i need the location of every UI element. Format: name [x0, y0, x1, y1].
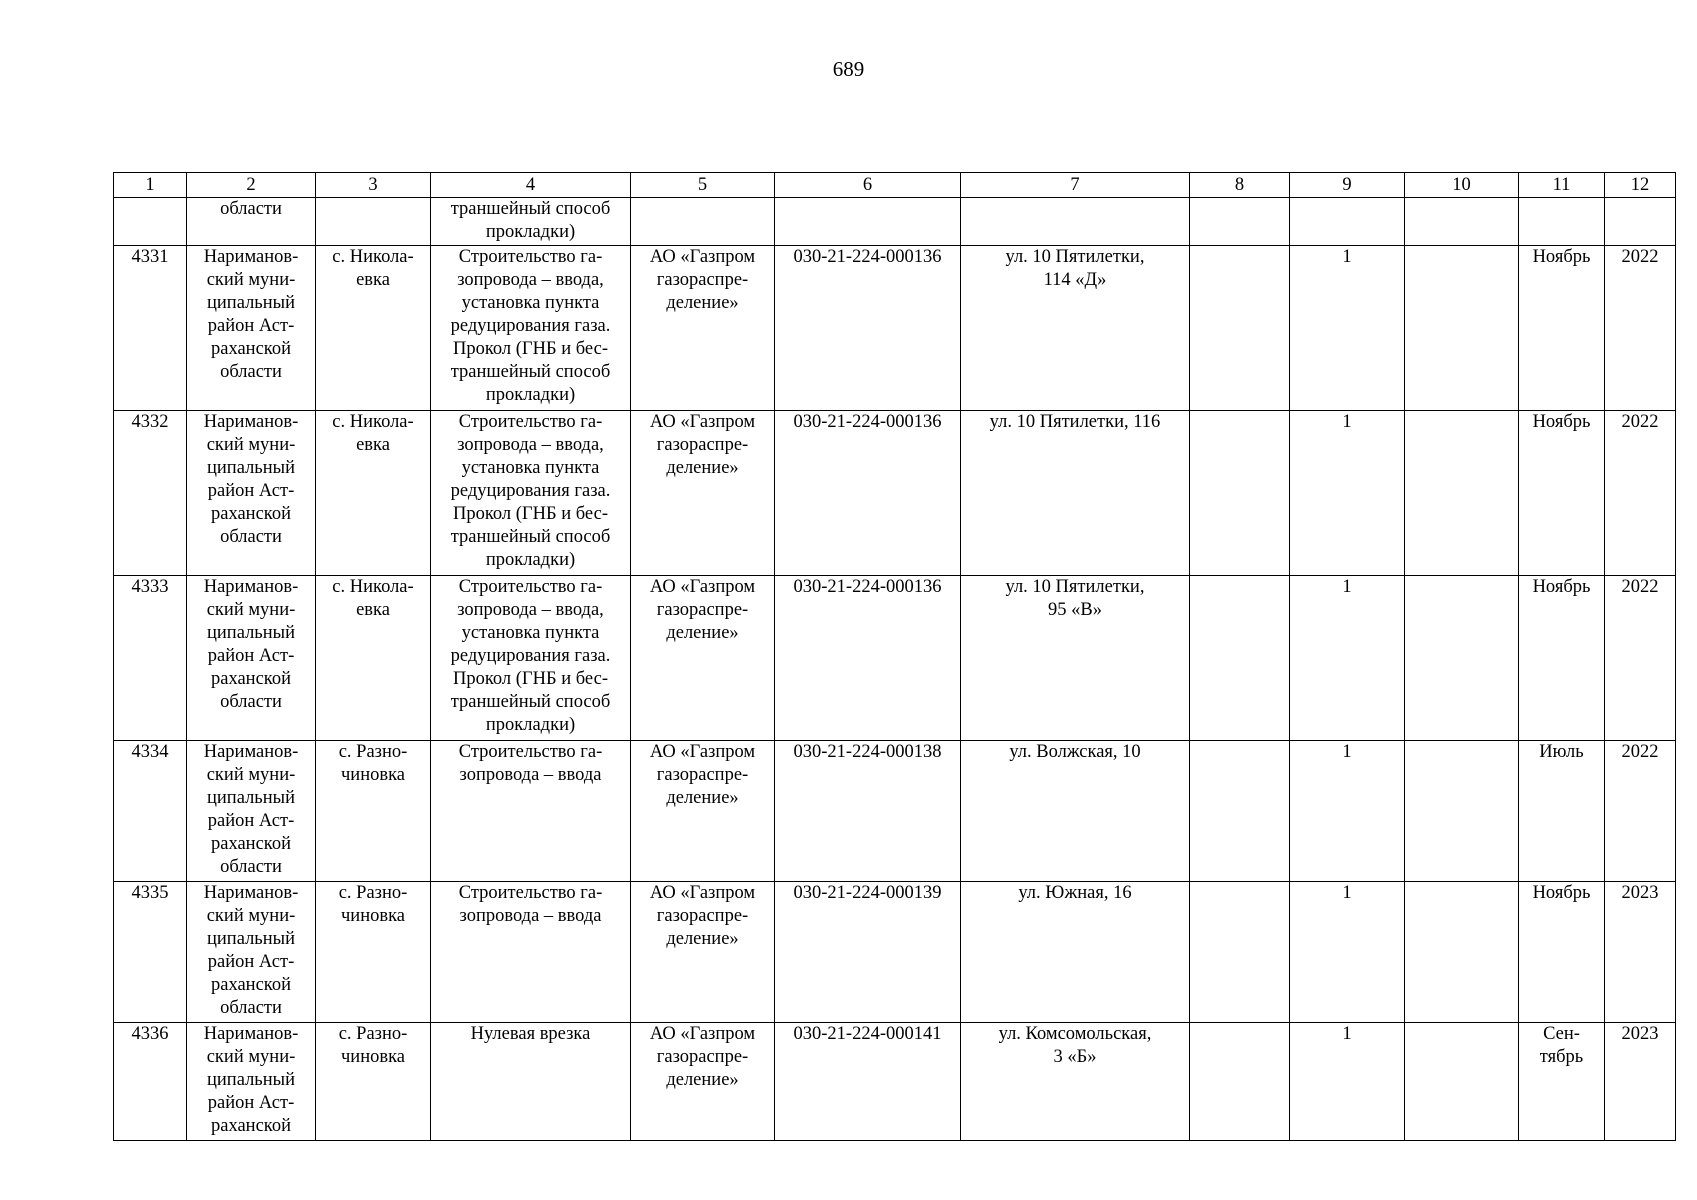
cell-object-code: 030-21-224-000136 — [775, 576, 961, 741]
cell-settlement: с. Разно- чиновка — [316, 882, 431, 1023]
cell-row-number: 4334 — [114, 741, 187, 882]
cell-address: ул. 10 Пятилетки, 114 «Д» — [961, 246, 1190, 411]
cell-address: ул. 10 Пятилетки, 95 «В» — [961, 576, 1190, 741]
cell-row-number: 4336 — [114, 1023, 187, 1141]
cell-col-8 — [1190, 741, 1290, 882]
cell-settlement: с. Никола- евка — [316, 246, 431, 411]
cell-organization: АО «Газпром газораспре- деление» — [631, 741, 775, 882]
column-header-col-10: 10 — [1405, 173, 1519, 198]
cell-organization: АО «Газпром газораспре- деление» — [631, 882, 775, 1023]
cell-address: ул. 10 Пятилетки, 116 — [961, 411, 1190, 576]
cell-col-8 — [1190, 576, 1290, 741]
cell-settlement — [316, 198, 431, 246]
cell-col-10 — [1405, 198, 1519, 246]
cell-object-code: 030-21-224-000139 — [775, 882, 961, 1023]
cell-quantity: 1 — [1290, 1023, 1405, 1141]
column-header-district: 2 — [187, 173, 316, 198]
cell-col-10 — [1405, 411, 1519, 576]
column-header-settlement: 3 — [316, 173, 431, 198]
cell-organization: АО «Газпром газораспре- деление» — [631, 411, 775, 576]
cell-work-description: Строительство га- зопровода – ввода — [431, 882, 631, 1023]
cell-address: ул. Комсомольская, 3 «Б» — [961, 1023, 1190, 1141]
table-row — [114, 246, 1676, 411]
cell-month: Сен- тябрь — [1519, 1023, 1605, 1141]
cell-work-description: Строительство га- зопровода – ввода, установка пункта редуцирования газа. Прокол (ГНБ и бес- траншейный способ прокладки) — [431, 246, 631, 411]
table-row — [114, 882, 1676, 1023]
cell-month: Ноябрь — [1519, 246, 1605, 411]
table-row — [114, 198, 1676, 246]
table-row — [114, 741, 1676, 882]
cell-work-description: Строительство га- зопровода – ввода, установка пункта редуцирования газа. Прокол (ГНБ и бес- траншейный способ прокладки) — [431, 411, 631, 576]
cell-row-number — [114, 198, 187, 246]
cell-month: Ноябрь — [1519, 411, 1605, 576]
cell-col-10 — [1405, 576, 1519, 741]
cell-district: области — [187, 198, 316, 246]
cell-work-description: Строительство га- зопровода – ввода, установка пункта редуцирования газа. Прокол (ГНБ и бес- траншейный способ прокладки) — [431, 576, 631, 741]
column-header-organization: 5 — [631, 173, 775, 198]
cell-settlement: с. Никола- евка — [316, 411, 431, 576]
cell-col-8 — [1190, 882, 1290, 1023]
cell-year: 2022 — [1605, 576, 1676, 741]
cell-object-code: 030-21-224-000136 — [775, 411, 961, 576]
cell-col-8 — [1190, 411, 1290, 576]
cell-district: Нариманов- ский муни- ципальный район Аст- раханской области — [187, 246, 316, 411]
cell-settlement: с. Разно- чиновка — [316, 741, 431, 882]
column-header-row-number: 1 — [114, 173, 187, 198]
header-row — [114, 173, 1676, 198]
cell-quantity: 1 — [1290, 576, 1405, 741]
cell-col-8 — [1190, 1023, 1290, 1141]
cell-quantity: 1 — [1290, 246, 1405, 411]
cell-district: Нариманов- ский муни- ципальный район Аст- раханской — [187, 1023, 316, 1141]
column-header-col-8: 8 — [1190, 173, 1290, 198]
cell-object-code: 030-21-224-000141 — [775, 1023, 961, 1141]
cell-month — [1519, 198, 1605, 246]
cell-col-10 — [1405, 882, 1519, 1023]
table-row — [114, 411, 1676, 576]
page-number: 689 — [832, 57, 865, 81]
cell-year: 2022 — [1605, 741, 1676, 882]
cell-work-description: Строительство га- зопровода – ввода — [431, 741, 631, 882]
column-header-month: 11 — [1519, 173, 1605, 198]
cell-settlement: с. Разно- чиновка — [316, 1023, 431, 1141]
cell-district: Нариманов- ский муни- ципальный район Аст- раханской области — [187, 576, 316, 741]
cell-row-number: 4333 — [114, 576, 187, 741]
cell-district: Нариманов- ский муни- ципальный район Аст- раханской области — [187, 882, 316, 1023]
cell-col-10 — [1405, 246, 1519, 411]
cell-settlement: с. Никола- евка — [316, 576, 431, 741]
cell-year: 2022 — [1605, 246, 1676, 411]
cell-object-code: 030-21-224-000138 — [775, 741, 961, 882]
cell-object-code — [775, 198, 961, 246]
table-body — [114, 173, 1676, 1141]
cell-address: ул. Волжская, 10 — [961, 741, 1190, 882]
cell-month: Ноябрь — [1519, 576, 1605, 741]
cell-address — [961, 198, 1190, 246]
cell-month: Июль — [1519, 741, 1605, 882]
table-row — [114, 1023, 1676, 1141]
cell-work-description: траншейный способ прокладки) — [431, 198, 631, 246]
cell-organization: АО «Газпром газораспре- деление» — [631, 576, 775, 741]
cell-district: Нариманов- ский муни- ципальный район Аст- раханской области — [187, 741, 316, 882]
cell-year — [1605, 198, 1676, 246]
column-header-object-code: 6 — [775, 173, 961, 198]
cell-organization — [631, 198, 775, 246]
column-header-work-description: 4 — [431, 173, 631, 198]
cell-col-8 — [1190, 246, 1290, 411]
cell-month: Ноябрь — [1519, 882, 1605, 1023]
cell-quantity: 1 — [1290, 411, 1405, 576]
cell-col-10 — [1405, 1023, 1519, 1141]
cell-year: 2023 — [1605, 1023, 1676, 1141]
cell-col-8 — [1190, 198, 1290, 246]
cell-year: 2022 — [1605, 411, 1676, 576]
cell-quantity: 1 — [1290, 741, 1405, 882]
cell-object-code: 030-21-224-000136 — [775, 246, 961, 411]
table-row — [114, 576, 1676, 741]
cell-row-number: 4332 — [114, 411, 187, 576]
cell-row-number: 4335 — [114, 882, 187, 1023]
cell-quantity — [1290, 198, 1405, 246]
cell-col-10 — [1405, 741, 1519, 882]
column-header-address: 7 — [961, 173, 1190, 198]
column-header-quantity: 9 — [1290, 173, 1405, 198]
cell-quantity: 1 — [1290, 882, 1405, 1023]
cell-organization: АО «Газпром газораспре- деление» — [631, 246, 775, 411]
cell-organization: АО «Газпром газораспре- деление» — [631, 1023, 775, 1141]
cell-address: ул. Южная, 16 — [961, 882, 1190, 1023]
column-header-year: 12 — [1605, 173, 1676, 198]
cell-district: Нариманов- ский муни- ципальный район Аст- раханской области — [187, 411, 316, 576]
registry-table — [113, 172, 1676, 1141]
cell-year: 2023 — [1605, 882, 1676, 1023]
cell-work-description: Нулевая врезка — [431, 1023, 631, 1141]
cell-row-number: 4331 — [114, 246, 187, 411]
